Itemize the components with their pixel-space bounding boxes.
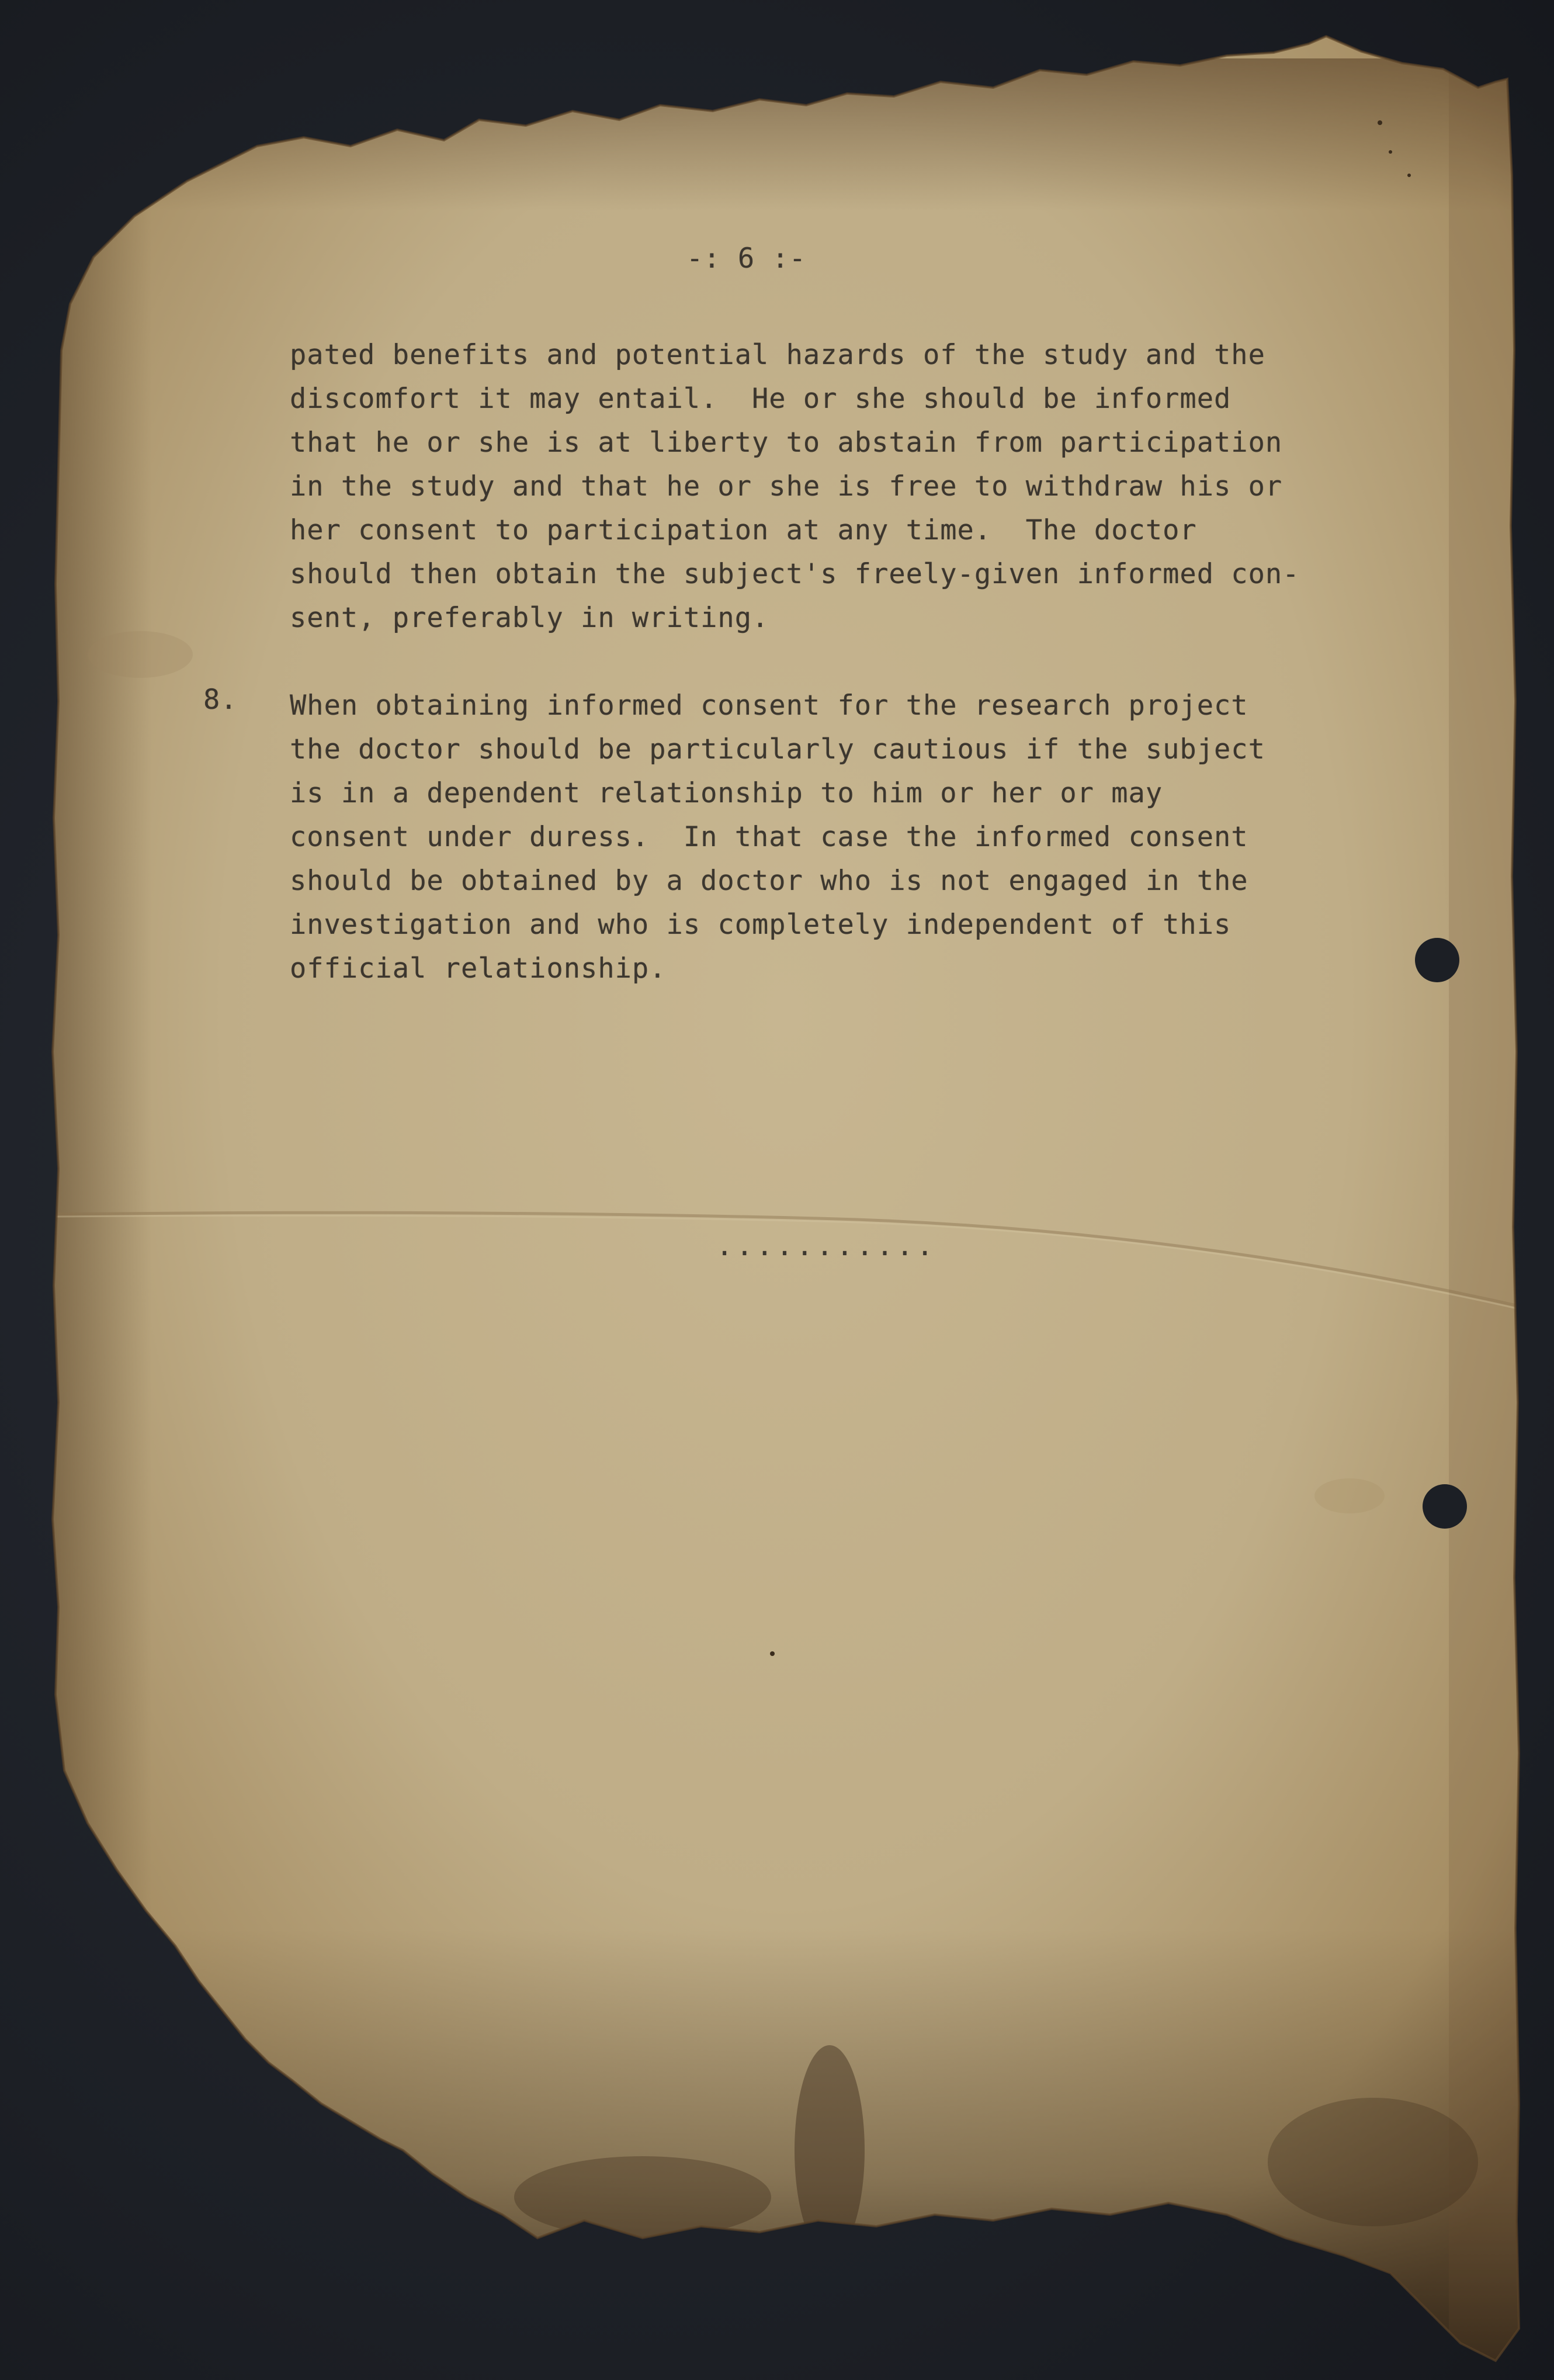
paragraph-8-number: 8. [203,684,238,716]
continued-paragraph-line-5: her consent to participation at any time. The doctor [290,514,1197,546]
paragraph-8-line-3: is in a dependent relationship to him or her or may [290,777,1163,809]
punch-hole-lower [1423,1484,1467,1529]
punch-hole-upper [1415,938,1459,982]
continued-paragraph-line-3: that he or she is at liberty to abstain from participation [290,427,1283,459]
continued-paragraph-line-1: pated benefits and potential hazards of the study and the [290,339,1265,371]
paragraph-8-line-7: official relationship. [290,952,667,985]
end-of-text-dots: ........... [716,1230,937,1262]
continued-paragraph-line-2: discomfort it may entail. He or she should be informed [290,383,1232,415]
paragraph-8-line-4: consent under duress. In that case the informed consent [290,821,1248,853]
paragraph-8-line-5: should be obtained by a doctor who is not engaged in the [290,865,1248,897]
continued-paragraph-line-7: sent, preferably in writing. [290,602,769,634]
page-number: -: 6 :- [686,242,807,275]
paragraph-8-line-2: the doctor should be particularly cautious if the subject [290,733,1265,765]
continued-paragraph-line-6: should then obtain the subject's freely-given informed con- [290,558,1300,590]
paragraph-8-line-1: When obtaining informed consent for the research project [290,690,1248,722]
paragraph-8-line-6: investigation and who is completely independent of this [290,909,1232,941]
continued-paragraph-line-4: in the study and that he or she is free to withdraw his or [290,470,1283,503]
